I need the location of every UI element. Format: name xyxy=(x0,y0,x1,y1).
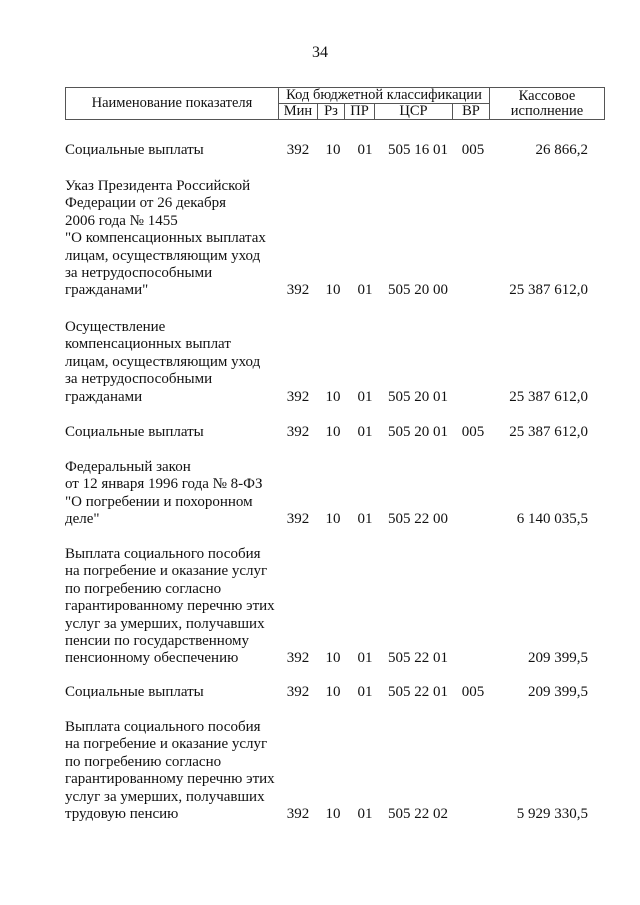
row-amount: 209 399,5 xyxy=(528,683,588,700)
row-name: Осуществление компенсационных выплат лицам, осуществляющим уход за нетрудоспособными гражданами xyxy=(65,319,261,405)
row-rz: 10 xyxy=(325,141,341,158)
header-min: Мин xyxy=(279,104,318,120)
row-amount: 25 387 612,0 xyxy=(509,282,588,299)
row-amount: 26 866,2 xyxy=(535,141,588,158)
row-min: 392 xyxy=(286,511,310,528)
row-name: Социальные выплаты xyxy=(65,424,204,440)
table-row xyxy=(0,178,640,300)
row-rz: 10 xyxy=(325,388,341,405)
row-min: 392 xyxy=(286,423,310,440)
row-pr: 01 xyxy=(357,805,373,822)
table-row xyxy=(0,424,640,441)
row-pr: 01 xyxy=(357,511,373,528)
row-csr: 505 22 00 xyxy=(388,511,448,528)
row-csr: 505 22 01 xyxy=(388,683,448,700)
page-number: 34 xyxy=(312,44,328,61)
row-min: 392 xyxy=(286,683,310,700)
row-csr: 505 16 01 xyxy=(388,141,448,158)
row-min: 392 xyxy=(286,650,310,667)
row-name: Выплата социального пособия на погребение и оказание услуг по погребению согласно гарантированному перечню этих услуг за умерших, получавших пенсии по государственному пенсионному обеспечению xyxy=(65,546,275,667)
header-csr: ЦСР xyxy=(375,104,453,120)
header-pr: ПР xyxy=(345,104,375,120)
row-csr: 505 20 01 xyxy=(388,423,448,440)
row-name: Указ Президента Российской Федерации от 26 декабря 2006 года № 1455 "О компенсационных выплатах лицам, осуществляющим уход за нетрудоспособными гражданами" xyxy=(65,178,266,299)
header-amount: Кассовое исполнение xyxy=(490,88,605,120)
table-row xyxy=(0,142,640,159)
row-amount: 6 140 035,5 xyxy=(516,511,588,528)
row-vr: 005 xyxy=(461,141,485,158)
table-row xyxy=(0,319,640,406)
row-pr: 01 xyxy=(357,141,373,158)
row-pr: 01 xyxy=(357,388,373,405)
header-vr: ВР xyxy=(453,104,490,120)
row-name: Социальные выплаты xyxy=(65,684,204,700)
row-min: 392 xyxy=(286,805,310,822)
table-row xyxy=(0,459,640,529)
row-vr: 005 xyxy=(461,423,485,440)
row-vr: 005 xyxy=(461,683,485,700)
row-rz: 10 xyxy=(325,683,341,700)
header-name: Наименование показателя xyxy=(66,88,279,120)
row-min: 392 xyxy=(286,141,310,158)
row-pr: 01 xyxy=(357,650,373,667)
row-name: Федеральный закон от 12 января 1996 года № 8-ФЗ "О погребении и похоронном деле" xyxy=(65,459,263,528)
row-amount: 209 399,5 xyxy=(528,650,588,667)
row-csr: 505 20 01 xyxy=(388,388,448,405)
row-pr: 01 xyxy=(357,282,373,299)
row-name: Выплата социального пособия на погребение и оказание услуг по погребению согласно гарантированному перечню этих услуг за умерших, получавших трудовую пенсию xyxy=(65,719,275,823)
row-name: Социальные выплаты xyxy=(65,142,204,158)
row-amount: 5 929 330,5 xyxy=(516,805,588,822)
row-min: 392 xyxy=(286,282,310,299)
row-rz: 10 xyxy=(325,423,341,440)
table-header xyxy=(65,87,605,120)
table-row xyxy=(0,719,640,823)
row-min: 392 xyxy=(286,388,310,405)
header-rz: Рз xyxy=(318,104,345,120)
row-rz: 10 xyxy=(325,282,341,299)
row-csr: 505 22 02 xyxy=(388,805,448,822)
row-rz: 10 xyxy=(325,650,341,667)
header-code-group: Код бюджетной классификации xyxy=(279,88,490,104)
row-csr: 505 20 00 xyxy=(388,282,448,299)
row-pr: 01 xyxy=(357,683,373,700)
row-rz: 10 xyxy=(325,805,341,822)
row-rz: 10 xyxy=(325,511,341,528)
row-pr: 01 xyxy=(357,423,373,440)
row-amount: 25 387 612,0 xyxy=(509,388,588,405)
table-row xyxy=(0,684,640,701)
row-amount: 25 387 612,0 xyxy=(509,423,588,440)
table-row xyxy=(0,546,640,668)
row-csr: 505 22 01 xyxy=(388,650,448,667)
